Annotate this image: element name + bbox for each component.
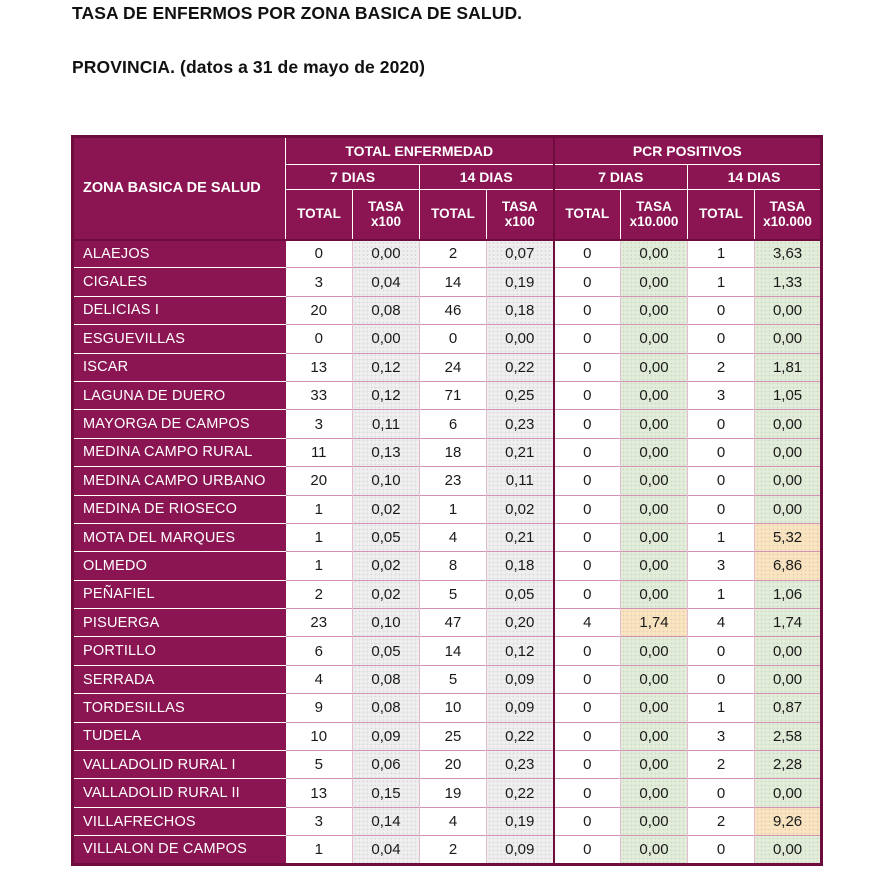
value-cell: 0,00	[621, 268, 688, 296]
value-cell: 0,23	[487, 751, 554, 779]
value-cell: 0,23	[487, 410, 554, 438]
value-cell: 71	[420, 381, 487, 409]
value-cell: 0,11	[487, 467, 554, 495]
value-cell: 0,13	[353, 438, 420, 466]
value-cell: 20	[420, 751, 487, 779]
value-cell: 1	[688, 240, 755, 268]
value-cell: 0	[286, 240, 353, 268]
value-cell: 2	[420, 240, 487, 268]
col-header-total: TOTAL	[286, 190, 353, 240]
value-cell: 3	[688, 381, 755, 409]
value-cell: 0	[688, 495, 755, 523]
value-cell: 0,22	[487, 353, 554, 381]
value-cell: 0,00	[621, 495, 688, 523]
value-cell: 0,18	[487, 552, 554, 580]
value-cell: 0,00	[755, 410, 822, 438]
value-cell: 0,00	[621, 381, 688, 409]
value-cell: 0,00	[621, 580, 688, 608]
value-cell: 0,00	[621, 410, 688, 438]
value-cell: 0,11	[353, 410, 420, 438]
value-cell: 5,32	[755, 523, 822, 551]
corner-header: ZONA BASICA DE SALUD	[73, 137, 286, 240]
value-cell: 0,22	[487, 779, 554, 807]
table-row	[73, 296, 822, 324]
col-header-total: TOTAL	[688, 190, 755, 240]
value-cell: 0,87	[755, 694, 822, 722]
value-cell: 0,09	[487, 694, 554, 722]
value-cell: 0	[688, 296, 755, 324]
zone-name: OLMEDO	[73, 552, 286, 580]
value-cell: 0	[554, 779, 621, 807]
value-cell: 0,00	[621, 467, 688, 495]
table-row	[73, 637, 822, 665]
value-cell: 0,10	[353, 609, 420, 637]
value-cell: 1	[420, 495, 487, 523]
value-cell: 0,00	[353, 325, 420, 353]
value-cell: 4	[420, 523, 487, 551]
period-header: 14 DIAS	[420, 165, 554, 190]
table-row	[73, 381, 822, 409]
value-cell: 0	[688, 438, 755, 466]
value-cell: 4	[688, 609, 755, 637]
value-cell: 5	[420, 580, 487, 608]
value-cell: 47	[420, 609, 487, 637]
value-cell: 0,08	[353, 665, 420, 693]
value-cell: 2	[688, 807, 755, 835]
value-cell: 0	[554, 495, 621, 523]
value-cell: 0	[420, 325, 487, 353]
zone-name: MEDINA CAMPO URBANO	[73, 467, 286, 495]
zone-name: MAYORGA DE CAMPOS	[73, 410, 286, 438]
value-cell: 0,00	[621, 807, 688, 835]
table-row	[73, 467, 822, 495]
value-cell: 0,22	[487, 722, 554, 750]
zone-name: LAGUNA DE DUERO	[73, 381, 286, 409]
value-cell: 1,06	[755, 580, 822, 608]
zone-name: ESGUEVILLAS	[73, 325, 286, 353]
value-cell: 0,19	[487, 268, 554, 296]
value-cell: 0,02	[353, 495, 420, 523]
value-cell: 1,05	[755, 381, 822, 409]
value-cell: 2	[688, 353, 755, 381]
value-cell: 0	[554, 665, 621, 693]
zone-name: PORTILLO	[73, 637, 286, 665]
value-cell: 2,28	[755, 751, 822, 779]
value-cell: 1	[688, 580, 755, 608]
value-cell: 0,00	[621, 438, 688, 466]
zone-name: ISCAR	[73, 353, 286, 381]
value-cell: 3	[286, 410, 353, 438]
table-row	[73, 353, 822, 381]
table-row	[73, 609, 822, 637]
value-cell: 0,00	[755, 495, 822, 523]
value-cell: 0,20	[487, 609, 554, 637]
value-cell: 0,00	[621, 240, 688, 268]
period-header: 14 DIAS	[688, 165, 822, 190]
value-cell: 1	[286, 552, 353, 580]
value-cell: 0,05	[353, 523, 420, 551]
value-cell: 3	[286, 807, 353, 835]
value-cell: 3	[286, 268, 353, 296]
value-cell: 1	[688, 523, 755, 551]
value-cell: 0,04	[353, 836, 420, 864]
value-cell: 0,00	[621, 523, 688, 551]
value-cell: 23	[420, 467, 487, 495]
value-cell: 0,00	[755, 296, 822, 324]
value-cell: 0,02	[353, 580, 420, 608]
page-title: TASA DE ENFERMOS POR ZONA BASICA DE SALUD.	[72, 3, 523, 23]
value-cell: 10	[286, 722, 353, 750]
value-cell: 3	[688, 552, 755, 580]
value-cell: 0	[554, 807, 621, 835]
value-cell: 0,06	[353, 751, 420, 779]
value-cell: 0,00	[621, 637, 688, 665]
value-cell: 1,81	[755, 353, 822, 381]
value-cell: 6,86	[755, 552, 822, 580]
zone-name: CIGALES	[73, 268, 286, 296]
page-subtitle: PROVINCIA. (datos a 31 de mayo de 2020)	[72, 57, 426, 77]
value-cell: 8	[420, 552, 487, 580]
value-cell: 0	[554, 240, 621, 268]
table-row	[73, 694, 822, 722]
value-cell: 0,21	[487, 523, 554, 551]
value-cell: 0,00	[621, 325, 688, 353]
col-header-tasa: TASA x100	[487, 190, 554, 240]
value-cell: 0,04	[353, 268, 420, 296]
value-cell: 4	[286, 665, 353, 693]
value-cell: 6	[420, 410, 487, 438]
value-cell: 0	[554, 637, 621, 665]
value-cell: 0,10	[353, 467, 420, 495]
group-header-pcr-positivos: PCR POSITIVOS	[554, 137, 822, 165]
table-row	[73, 751, 822, 779]
table-row	[73, 410, 822, 438]
zone-name: VALLADOLID RURAL II	[73, 779, 286, 807]
table-row	[73, 495, 822, 523]
value-cell: 0,05	[353, 637, 420, 665]
value-cell: 0	[554, 722, 621, 750]
value-cell: 0,12	[487, 637, 554, 665]
table-row	[73, 240, 822, 268]
value-cell: 0,00	[487, 325, 554, 353]
table-row	[73, 552, 822, 580]
table-row	[73, 836, 822, 864]
table-row	[73, 438, 822, 466]
value-cell: 0	[554, 381, 621, 409]
value-cell: 0	[286, 325, 353, 353]
value-cell: 0,07	[487, 240, 554, 268]
value-cell: 0,14	[353, 807, 420, 835]
value-cell: 1	[688, 694, 755, 722]
table-row	[73, 325, 822, 353]
value-cell: 10	[420, 694, 487, 722]
value-cell: 6	[286, 637, 353, 665]
table-header	[73, 137, 822, 240]
value-cell: 4	[554, 609, 621, 637]
value-cell: 1,74	[621, 609, 688, 637]
value-cell: 0,09	[487, 665, 554, 693]
value-cell: 33	[286, 381, 353, 409]
zone-name: MEDINA DE RIOSECO	[73, 495, 286, 523]
value-cell: 0	[688, 467, 755, 495]
value-cell: 0,00	[621, 779, 688, 807]
value-cell: 0,00	[621, 694, 688, 722]
value-cell: 0,08	[353, 296, 420, 324]
value-cell: 0,12	[353, 353, 420, 381]
period-header: 7 DIAS	[286, 165, 420, 190]
table-row	[73, 268, 822, 296]
value-cell: 0	[688, 836, 755, 864]
value-cell: 20	[286, 467, 353, 495]
value-cell: 13	[286, 353, 353, 381]
value-cell: 0,00	[353, 240, 420, 268]
value-cell: 19	[420, 779, 487, 807]
value-cell: 0	[554, 410, 621, 438]
value-cell: 0,00	[621, 722, 688, 750]
value-cell: 0,15	[353, 779, 420, 807]
value-cell: 0,00	[621, 296, 688, 324]
value-cell: 0,00	[755, 467, 822, 495]
zone-name: SERRADA	[73, 665, 286, 693]
value-cell: 2	[420, 836, 487, 864]
value-cell: 3	[688, 722, 755, 750]
col-header-tasa: TASA x10.000	[621, 190, 688, 240]
value-cell: 0,00	[755, 836, 822, 864]
value-cell: 14	[420, 637, 487, 665]
value-cell: 0	[688, 779, 755, 807]
value-cell: 0	[554, 523, 621, 551]
col-header-tasa: TASA x100	[353, 190, 420, 240]
value-cell: 0,00	[621, 665, 688, 693]
value-cell: 0	[688, 637, 755, 665]
col-header-total: TOTAL	[420, 190, 487, 240]
value-cell: 1	[286, 523, 353, 551]
zone-name: TORDESILLAS	[73, 694, 286, 722]
value-cell: 24	[420, 353, 487, 381]
value-cell: 0,18	[487, 296, 554, 324]
value-cell: 0,21	[487, 438, 554, 466]
value-cell: 0,00	[621, 353, 688, 381]
value-cell: 0	[688, 325, 755, 353]
value-cell: 1	[688, 268, 755, 296]
value-cell: 13	[286, 779, 353, 807]
zone-name: VALLADOLID RURAL I	[73, 751, 286, 779]
value-cell: 0	[554, 836, 621, 864]
zone-name: PEÑAFIEL	[73, 580, 286, 608]
zone-name: VILLAFRECHOS	[73, 807, 286, 835]
value-cell: 0,00	[621, 751, 688, 779]
value-cell: 0	[554, 325, 621, 353]
value-cell: 1	[286, 836, 353, 864]
value-cell: 0	[554, 268, 621, 296]
value-cell: 23	[286, 609, 353, 637]
value-cell: 0,09	[487, 836, 554, 864]
value-cell: 0,00	[621, 552, 688, 580]
value-cell: 0,19	[487, 807, 554, 835]
value-cell: 2	[688, 751, 755, 779]
value-cell: 0	[554, 694, 621, 722]
value-cell: 0	[688, 410, 755, 438]
value-cell: 20	[286, 296, 353, 324]
zone-name: MEDINA CAMPO RURAL	[73, 438, 286, 466]
table-row	[73, 523, 822, 551]
value-cell: 0	[554, 353, 621, 381]
value-cell: 0,00	[755, 637, 822, 665]
value-cell: 14	[420, 268, 487, 296]
value-cell: 0,00	[621, 836, 688, 864]
value-cell: 1	[286, 495, 353, 523]
value-cell: 4	[420, 807, 487, 835]
value-cell: 0,09	[353, 722, 420, 750]
value-cell: 9	[286, 694, 353, 722]
value-cell: 0,00	[755, 438, 822, 466]
group-header-total-enfermedad: TOTAL ENFERMEDAD	[286, 137, 554, 165]
value-cell: 0	[554, 580, 621, 608]
value-cell: 0	[688, 665, 755, 693]
table-row	[73, 807, 822, 835]
zone-name: VILLALON DE CAMPOS	[73, 836, 286, 864]
table-row	[73, 722, 822, 750]
zone-name: TUDELA	[73, 722, 286, 750]
value-cell: 25	[420, 722, 487, 750]
value-cell: 2,58	[755, 722, 822, 750]
value-cell: 0	[554, 552, 621, 580]
value-cell: 46	[420, 296, 487, 324]
value-cell: 5	[420, 665, 487, 693]
table-row	[73, 580, 822, 608]
value-cell: 0,00	[755, 665, 822, 693]
value-cell: 0,08	[353, 694, 420, 722]
value-cell: 0,02	[487, 495, 554, 523]
value-cell: 0,25	[487, 381, 554, 409]
zone-name: MOTA DEL MARQUES	[73, 523, 286, 551]
value-cell: 11	[286, 438, 353, 466]
table-body	[73, 240, 822, 865]
zone-name: PISUERGA	[73, 609, 286, 637]
col-header-total: TOTAL	[554, 190, 621, 240]
table-row	[73, 779, 822, 807]
value-cell: 3,63	[755, 240, 822, 268]
value-cell: 5	[286, 751, 353, 779]
value-cell: 2	[286, 580, 353, 608]
health-zone-table	[71, 135, 823, 866]
zone-name: ALAEJOS	[73, 240, 286, 268]
value-cell: 0,12	[353, 381, 420, 409]
table-row	[73, 665, 822, 693]
value-cell: 18	[420, 438, 487, 466]
value-cell: 0,00	[755, 779, 822, 807]
value-cell: 0	[554, 751, 621, 779]
value-cell: 0,05	[487, 580, 554, 608]
period-header: 7 DIAS	[554, 165, 688, 190]
value-cell: 9,26	[755, 807, 822, 835]
value-cell: 0	[554, 296, 621, 324]
value-cell: 0,02	[353, 552, 420, 580]
value-cell: 0	[554, 438, 621, 466]
value-cell: 1,74	[755, 609, 822, 637]
value-cell: 1,33	[755, 268, 822, 296]
col-header-tasa: TASA x10.000	[755, 190, 822, 240]
zone-name: DELICIAS I	[73, 296, 286, 324]
value-cell: 0,00	[755, 325, 822, 353]
value-cell: 0	[554, 467, 621, 495]
